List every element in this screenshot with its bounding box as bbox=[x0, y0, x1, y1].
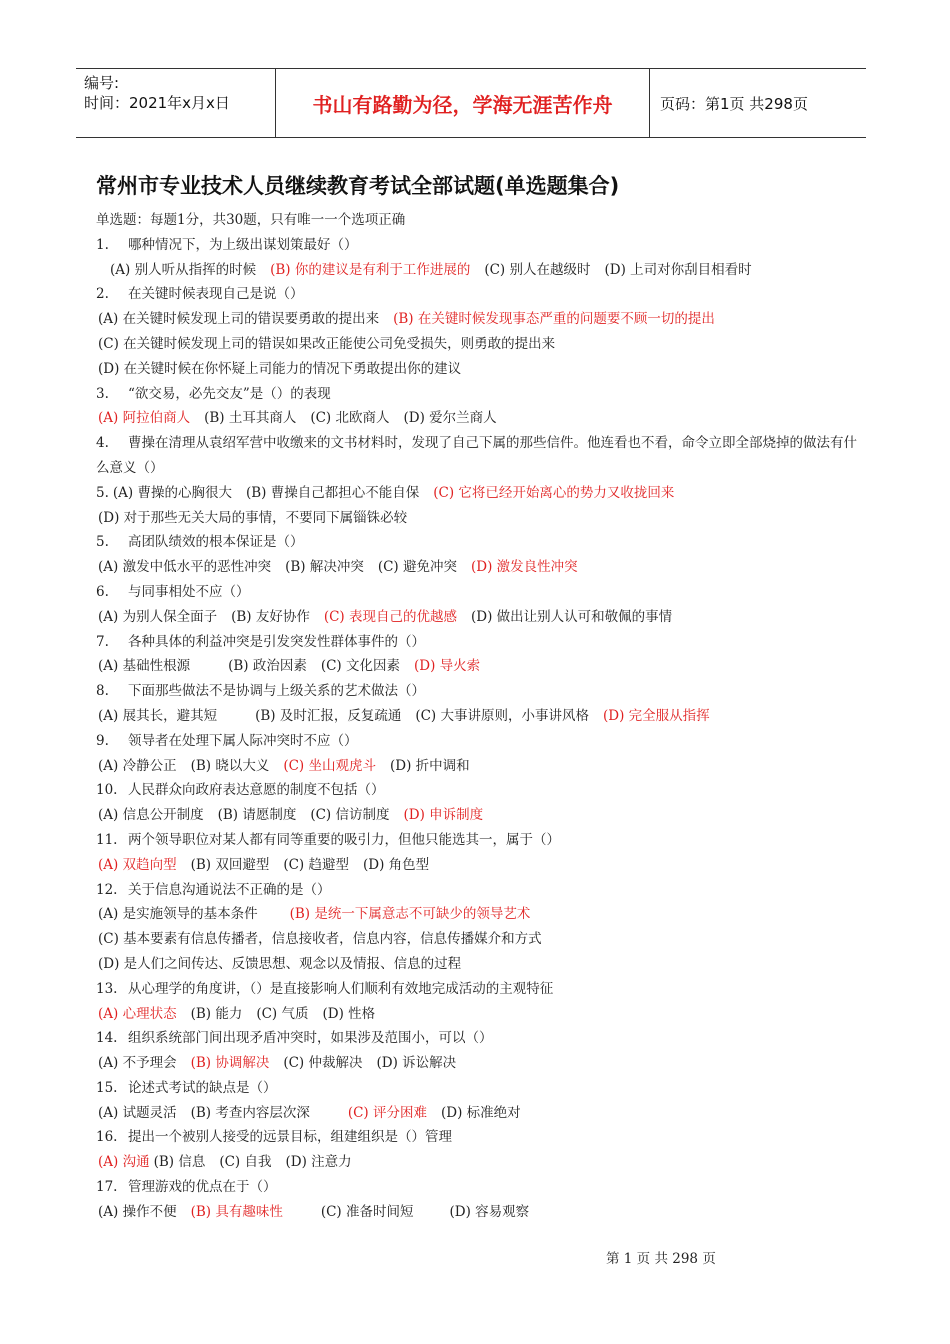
question-number: 5. bbox=[96, 534, 109, 551]
question-7 bbox=[96, 630, 866, 655]
question-number: 17. bbox=[96, 1179, 118, 1196]
question-8 bbox=[96, 679, 866, 704]
question-number: 14. bbox=[96, 1030, 118, 1047]
number-label: 编号: bbox=[84, 74, 120, 92]
page-footer: 第 1 页 共 298 页 bbox=[606, 1251, 716, 1267]
question-number: 15. bbox=[96, 1079, 118, 1096]
option-a: (A) 为别人保全面子 bbox=[98, 608, 218, 625]
question-2 bbox=[96, 282, 866, 307]
time-label: 时间：2021年x月x日 bbox=[84, 94, 230, 112]
option-d: (D) 标准绝对 bbox=[440, 1104, 521, 1121]
question-list bbox=[96, 208, 866, 1225]
header-motto: 书山有路勤为径，学海无涯苦作舟 bbox=[276, 69, 650, 137]
option-d-correct: (D) 激发良性冲突 bbox=[470, 559, 578, 576]
option-c-correct: (C) 评分困难 bbox=[347, 1104, 427, 1121]
option-c: (C) 在关键时候发现上司的错误如果改正能使公司免受损失，则勇敢的提出来 bbox=[98, 335, 556, 352]
question-text: 曹操在清理从袁绍军营中收缴来的文书材料时，发现了自己下属的那些信件。他连看也不看，命令立即全部烧掉的做法有什么意义（） bbox=[96, 435, 857, 476]
option-a: (A) 不予理会 bbox=[98, 1055, 177, 1072]
option-a: (A) 展其长，避其短 bbox=[98, 707, 218, 724]
option-b: (B) 及时汇报，反复疏通 bbox=[255, 707, 402, 724]
options-16 bbox=[96, 1150, 866, 1175]
question-13 bbox=[96, 977, 866, 1002]
question-number: 8. bbox=[96, 683, 109, 700]
options-17 bbox=[96, 1200, 866, 1225]
option-d: (D) 折中调和 bbox=[389, 757, 470, 774]
question-text: 人民群众向政府表达意愿的制度不包括（） bbox=[128, 782, 385, 799]
options-15 bbox=[96, 1101, 866, 1126]
question-text: 两个领导职位对某人都有同等重要的吸引力，但他只能选其一，属于（） bbox=[128, 831, 560, 848]
question-text: 各种具体的利益冲突是引发突发性群体事件的（） bbox=[128, 633, 425, 650]
options-9 bbox=[96, 754, 866, 779]
question-text: 管理游戏的优点在于（） bbox=[128, 1179, 277, 1196]
option-a-correct: (A) 心理状态 bbox=[98, 1005, 177, 1022]
options-3 bbox=[96, 406, 866, 431]
question-number: 11. bbox=[96, 831, 118, 848]
question-text: 在关键时候表现自己是说（） bbox=[128, 286, 304, 303]
option-c: (C) 避免冲突 bbox=[377, 559, 457, 576]
question-number: 4. bbox=[96, 435, 109, 452]
options-7 bbox=[96, 654, 866, 679]
options-6 bbox=[96, 605, 866, 630]
option-a: (A) 基础性根源 bbox=[98, 658, 191, 675]
option-c: (C) 气质 bbox=[256, 1005, 309, 1022]
option-d: (D) 容易观察 bbox=[449, 1203, 530, 1220]
option-c: (C) 仲裁解决 bbox=[283, 1055, 363, 1072]
option-b: (B) 能力 bbox=[190, 1005, 243, 1022]
question-text: 提出一个被别人接受的远景目标，组建组织是（）管理 bbox=[128, 1129, 452, 1146]
option-d: (D) 诉讼解决 bbox=[376, 1055, 457, 1072]
option-d: (D) 角色型 bbox=[362, 856, 430, 873]
question-number: 1. bbox=[96, 236, 109, 253]
option-b-correct: (B) 具有趣味性 bbox=[190, 1203, 283, 1220]
question-9 bbox=[96, 729, 866, 754]
question-text: 论述式考试的缺点是（） bbox=[128, 1079, 277, 1096]
options-12-ab bbox=[96, 902, 866, 927]
question-text: 组织系统部门间出现矛盾冲突时，如果涉及范围小，可以（） bbox=[128, 1030, 493, 1047]
option-c: (C) 趋避型 bbox=[283, 856, 349, 873]
option-b: (B) 请愿制度 bbox=[217, 807, 297, 824]
question-number: 16. bbox=[96, 1129, 118, 1146]
option-a: (A) 在关键时候发现上司的错误要勇敢的提出来 bbox=[98, 311, 380, 328]
question-text: “欲交易，必先交友”是（）的表现 bbox=[128, 385, 331, 402]
option-b: (B) 曹操自己都担心不能自保 bbox=[245, 484, 420, 501]
options-1 bbox=[96, 258, 866, 283]
option-b: (B) 解决冲突 bbox=[285, 559, 364, 576]
question-text: 从心理学的角度讲，（）是直接影响人们顺利有效地完成活动的主观特征 bbox=[128, 980, 554, 997]
option-b: (B) 考查内容层次深 bbox=[190, 1104, 310, 1121]
question-5 bbox=[96, 530, 866, 555]
question-6 bbox=[96, 580, 866, 605]
header-meta bbox=[76, 69, 276, 137]
option-a: (A) 试题灵活 bbox=[98, 1104, 177, 1121]
question-text: 与同事相处不应（） bbox=[128, 583, 250, 600]
option-d: (D) 注意力 bbox=[285, 1154, 352, 1171]
option-a: (A) 别人听从指挥的时候 bbox=[110, 261, 257, 278]
option-d: (D) 做出让别人认可和敬佩的事情 bbox=[470, 608, 673, 625]
option-c: (C) 准备时间短 bbox=[320, 1203, 414, 1220]
option-c: (C) 自我 bbox=[219, 1154, 272, 1171]
intro-text: 单选题：每题1分，共30题，只有唯一一个选项正确 bbox=[96, 212, 406, 228]
option-d-correct: (D) 申诉制度 bbox=[403, 807, 484, 824]
options-10 bbox=[96, 803, 866, 828]
question-text: 领导者在处理下属人际冲突时不应（） bbox=[128, 732, 358, 749]
option-b: (B) 友好协作 bbox=[231, 608, 310, 625]
option-b: (B) 信息 bbox=[153, 1154, 206, 1171]
document-title: 常州市专业技术人员继续教育考试全部试题(单选题集合) bbox=[96, 174, 620, 198]
option-c-correct: (C) 表现自己的优越感 bbox=[323, 608, 457, 625]
question-12 bbox=[96, 878, 866, 903]
option-c-correct: (C) 坐山观虎斗 bbox=[283, 757, 376, 774]
option-a: (A) 操作不便 bbox=[98, 1203, 177, 1220]
question-number: 7. bbox=[96, 633, 109, 650]
option-a: (A) 曹操的心胸很大 bbox=[112, 484, 232, 501]
options-4-abc bbox=[96, 481, 866, 506]
question-number: 12. bbox=[96, 881, 118, 898]
option-d: (D) 爱尔兰商人 bbox=[403, 410, 497, 427]
question-number: 3. bbox=[96, 385, 109, 402]
question-17 bbox=[96, 1175, 866, 1200]
option-d: (D) 是人们之间传达、反馈思想、观念以及情报、信息的过程 bbox=[98, 955, 462, 972]
option-b-correct: (B) 是统一下属意志不可缺少的领导艺术 bbox=[289, 906, 531, 923]
option-c: (C) 基本要素有信息传播者，信息接收者，信息内容，信息传播媒介和方式 bbox=[98, 931, 542, 948]
option-d: (D) 对于那些无关大局的事情，不要同下属锱铢必较 bbox=[98, 509, 408, 526]
option-a: (A) 激发中低水平的恶性冲突 bbox=[98, 559, 272, 576]
options-13 bbox=[96, 1002, 866, 1027]
question-text: 高团队绩效的根本保证是（） bbox=[128, 534, 304, 551]
document-header bbox=[76, 68, 866, 138]
question-4 bbox=[96, 431, 866, 481]
question-10 bbox=[96, 778, 866, 803]
option-d: (D) 在关键时候在你怀疑上司能力的情况下勇敢提出你的建议 bbox=[98, 360, 462, 377]
option-d: (D) 性格 bbox=[322, 1005, 376, 1022]
option-c: (C) 北欧商人 bbox=[310, 410, 390, 427]
option-line-number: 5. bbox=[96, 484, 109, 501]
option-d-correct: (D) 完全服从指挥 bbox=[602, 707, 710, 724]
question-number: 9. bbox=[96, 732, 109, 749]
option-b: (B) 晓以大义 bbox=[190, 757, 270, 774]
option-c-correct: (C) 它将已经开始离心的势力又收拢回来 bbox=[433, 484, 675, 501]
option-a-correct: (A) 阿拉伯商人 bbox=[98, 410, 191, 427]
option-a: (A) 信息公开制度 bbox=[98, 807, 204, 824]
question-number: 6. bbox=[96, 583, 109, 600]
option-c: (C) 大事讲原则，小事讲风格 bbox=[415, 707, 589, 724]
question-15 bbox=[96, 1076, 866, 1101]
question-text: 下面那些做法不是协调与上级关系的艺术做法（） bbox=[128, 683, 425, 700]
question-16 bbox=[96, 1125, 866, 1150]
option-b: (B) 土耳其商人 bbox=[204, 410, 297, 427]
question-14 bbox=[96, 1026, 866, 1051]
option-a-correct: (A) 双趋向型 bbox=[98, 856, 177, 873]
option-b: (B) 双回避型 bbox=[190, 856, 270, 873]
question-3 bbox=[96, 382, 866, 407]
option-a: (A) 冷静公正 bbox=[98, 757, 177, 774]
option-a: (A) 是实施领导的基本条件 bbox=[98, 906, 258, 923]
options-5 bbox=[96, 555, 866, 580]
options-8 bbox=[96, 704, 866, 729]
question-text: 关于信息沟通说法不正确的是（） bbox=[128, 881, 331, 898]
option-d-correct: (D) 导火索 bbox=[413, 658, 481, 675]
option-b-correct: (B) 你的建议是有利于工作进展的 bbox=[270, 261, 471, 278]
option-c: (C) 文化因素 bbox=[320, 658, 400, 675]
question-11 bbox=[96, 828, 866, 853]
option-b-correct: (B) 在关键时候发现事态严重的问题要不顾一切的提出 bbox=[393, 311, 715, 328]
option-c: (C) 别人在越级时 bbox=[484, 261, 591, 278]
question-number: 10. bbox=[96, 782, 118, 799]
question-1 bbox=[96, 233, 866, 258]
options-2-ab bbox=[96, 307, 866, 332]
option-b: (B) 政治因素 bbox=[228, 658, 307, 675]
option-a-correct: (A) 沟通 bbox=[98, 1154, 150, 1171]
options-11 bbox=[96, 853, 866, 878]
option-b-correct: (B) 协调解决 bbox=[190, 1055, 270, 1072]
question-number: 2. bbox=[96, 286, 109, 303]
option-d: (D) 上司对你刮目相看时 bbox=[604, 261, 752, 278]
question-number: 13. bbox=[96, 980, 118, 997]
question-text: 哪种情况下，为上级出谋划策最好（） bbox=[128, 236, 358, 253]
options-14 bbox=[96, 1051, 866, 1076]
header-page-info: 页码：第1页 共298页 bbox=[660, 94, 808, 113]
option-c: (C) 信访制度 bbox=[310, 807, 390, 824]
